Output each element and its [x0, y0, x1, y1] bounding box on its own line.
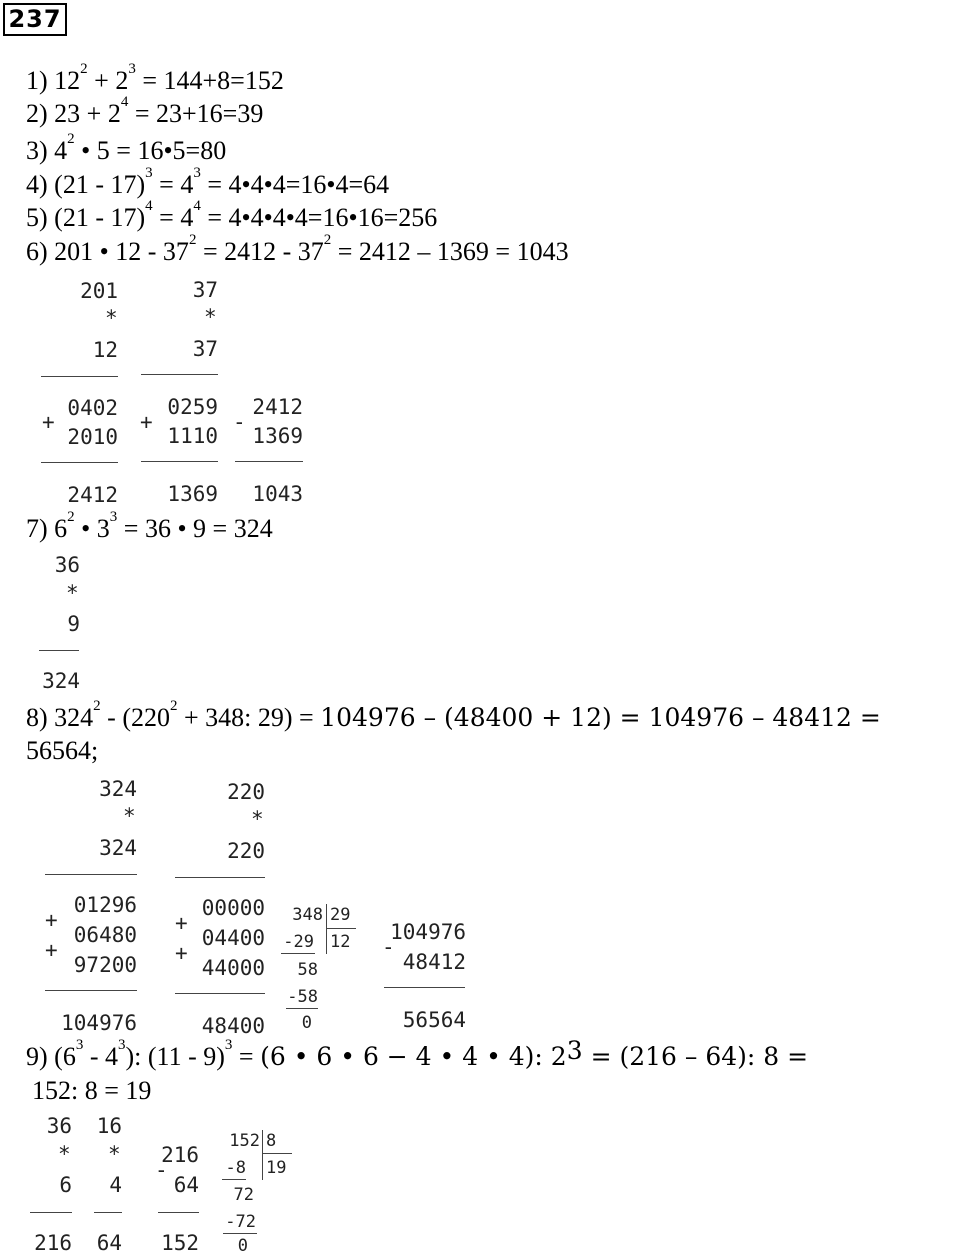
calc8-m2-partial3: 44000 [201, 956, 265, 980]
calc8-m2-line2 [175, 993, 265, 994]
calc8-m2-plus2: + [175, 941, 188, 965]
equation-7: 7) $6^2$ • $3^3 = 36$ • 9 = 324 [26, 509, 273, 543]
calc8-div-line1 [281, 953, 315, 954]
calc8-div-divisor: 29 [330, 905, 351, 925]
calc9-sub-minuend: 216 [161, 1143, 199, 1167]
calc8-m1-factor-b: 324 [99, 836, 137, 860]
calc8-m1-partial1: 01296 [73, 893, 137, 917]
calc8-m1-line1 [45, 874, 137, 875]
calc8-sub-minus: - [382, 935, 395, 959]
calc6-sub-result: 1043 [252, 482, 303, 506]
calc8-div-dividend: 348 [292, 905, 323, 925]
equation-6: 6) 201 • $12 - 37^2 = 2412 - 37^2 = 2412 - 1369 = 1043$ [26, 232, 569, 266]
calc8-m1-op: * [123, 804, 136, 828]
calc9-div-sub1: -8 [225, 1158, 246, 1178]
calc6-sub-subtrahend: 1369 [252, 424, 303, 448]
calc6-m2-plus: + [140, 410, 153, 434]
calc8-m2-factor-a: 220 [227, 780, 265, 804]
calc9-m1-result: 216 [34, 1231, 72, 1255]
calc6-m1-op: * [105, 306, 118, 330]
calc8-div-bar-vertical [326, 904, 327, 954]
calc9-m1-line [30, 1212, 72, 1213]
calc9-div-sub2: -72 [225, 1212, 256, 1232]
calc8-m1-plus1: + [45, 908, 58, 932]
calc9-div-quotient: 19 [266, 1158, 287, 1178]
calc8-m1-line2 [45, 990, 137, 991]
calc9-m2-factor-b: 4 [109, 1173, 122, 1197]
calc8-m2-plus1: + [175, 911, 188, 935]
calc9-m2-op: * [108, 1142, 121, 1166]
calc8-m2-factor-b: 220 [227, 839, 265, 863]
calc7-result: 324 [42, 669, 80, 693]
calc6-m1-partial2: 2010 [67, 425, 118, 449]
calc9-div-rem2: 0 [237, 1236, 248, 1256]
calc7-line [39, 650, 79, 651]
calc6-m2-partial1: 0259 [167, 395, 218, 419]
calc8-div-sub2: -58 [287, 987, 318, 1007]
calc6-m1-line2 [41, 462, 118, 463]
problem-number: 237 [3, 3, 67, 36]
calc8-sub-line [384, 987, 465, 988]
calc8-m2-partial1: 00000 [201, 896, 265, 920]
calc8-m2-result: 48400 [201, 1014, 265, 1038]
calc8-div-sub1: -29 [283, 932, 314, 952]
calc9-sub-subtrahend: 64 [173, 1173, 199, 1197]
calc9-div-line1 [222, 1179, 246, 1180]
calc9-div-divisor: 8 [266, 1131, 277, 1151]
equation-9-line2: 152: 8 = 19 [32, 1076, 152, 1105]
equation-9: 9) $(6^3 - 4^3)$: (11 - 9)$^3$ = (6 • 6 • 6 − 4 • 4 • 4): $2^3 = (216 - 64)$: 8 = [26, 1036, 809, 1071]
calc8-m1-result: 104976 [61, 1011, 137, 1035]
calc8-div-rem1: 58 [297, 960, 318, 980]
calc7-factor-b: 9 [67, 612, 80, 636]
equation-5: 5) $(21 - 17)^4 = 4^4$ = 4•4•4•4=16•16=256 [26, 198, 438, 232]
calc8-m1-factor-a: 324 [99, 777, 137, 801]
calc8-m1-plus2: + [45, 938, 58, 962]
calc7-factor-a: 36 [54, 553, 80, 577]
calc6-m2-result: 1369 [167, 482, 218, 506]
calc9-sub-minus: - [155, 1158, 168, 1182]
calc9-m2-result: 64 [96, 1231, 122, 1255]
equation-3: 3) $4^2$ • 5 = 16•5=80 [26, 131, 227, 165]
calc9-m2-factor-a: 16 [96, 1114, 122, 1138]
calc8-sub-minuend: 104976 [390, 920, 466, 944]
equation-2: 2) $23 + 2^4 = 23+16=39$ [26, 94, 264, 128]
calc9-div-rem1: 72 [233, 1185, 254, 1205]
calc7-op: * [66, 581, 79, 605]
calc6-m2-op: * [204, 305, 217, 329]
calc6-m2-factor-b: 37 [192, 337, 218, 361]
calc9-div-line2 [223, 1233, 257, 1234]
calc9-div-dividend: 152 [229, 1131, 260, 1151]
calc8-sub-subtrahend: 48412 [402, 950, 466, 974]
calc6-m1-result: 2412 [67, 483, 118, 507]
calc9-div-bar-vertical [262, 1130, 263, 1180]
calc9-sub-line [158, 1212, 199, 1213]
equation-1: 1) $12^2 + 2^3 = 144+8=152$ [26, 61, 284, 95]
calc8-div-quotient: 12 [330, 932, 351, 952]
calc8-sub-result: 56564 [402, 1008, 466, 1032]
calc6-m1-factor-b: 12 [92, 338, 118, 362]
calc9-sub-result: 152 [161, 1231, 199, 1255]
calc6-m1-line1 [41, 376, 118, 377]
calc8-m2-line1 [175, 877, 265, 878]
calc9-m1-factor-a: 36 [46, 1114, 72, 1138]
calc6-m1-factor-a: 201 [80, 279, 118, 303]
calc9-m1-factor-b: 6 [59, 1173, 72, 1197]
calc6-m2-line1 [141, 374, 218, 375]
calc6-sub-line [235, 461, 303, 462]
calc6-m1-plus: + [42, 410, 55, 434]
calc6-m2-partial2: 1110 [167, 424, 218, 448]
calc8-m1-partial2: 06480 [73, 923, 137, 947]
calc9-m1-op: * [58, 1142, 71, 1166]
calc8-m1-partial3: 97200 [73, 953, 137, 977]
calc9-m2-line [94, 1212, 122, 1213]
calc6-m1-partial1: 0402 [67, 396, 118, 420]
calc9-div-bar-horizontal [262, 1153, 292, 1154]
equation-8-line2: 56564; [26, 736, 99, 765]
equation-4: 4) $(21 - 17)^3 = 4^3$ = 4•4•4=16•4=64 [26, 165, 390, 199]
calc8-div-line2 [286, 1008, 318, 1009]
calc8-m2-op: * [251, 807, 264, 831]
calc6-sub-minus: - [233, 410, 246, 434]
calc8-div-rem2: 0 [301, 1013, 312, 1033]
calc6-m2-line2 [141, 461, 218, 462]
equation-8: 8) $324^2 - (220^2 + 348$: 29) = 104976 – (48400 + 12) = 104976 – 48412 = [26, 698, 881, 732]
calc6-m2-factor-a: 37 [192, 278, 218, 302]
calc6-sub-minuend: 2412 [252, 395, 303, 419]
calc8-m2-partial2: 04400 [201, 926, 265, 950]
calc8-div-bar-horizontal [326, 928, 356, 929]
